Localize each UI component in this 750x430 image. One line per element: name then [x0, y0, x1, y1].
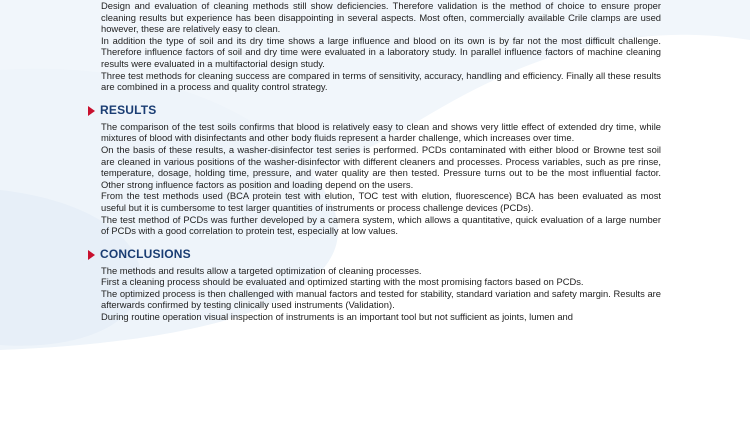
conclusions-paragraph-3: The optimized process is then challenged with manual factors and tested for stability, standard variation and safety margin. Results are afterwards confirmed by testing clinically used instruments (Validation). [101, 287, 661, 311]
section-arrow-icon [88, 106, 95, 116]
results-paragraph-1: The comparison of the test soils confirms that blood is relatively easy to clean and shows very little effect of extended dry time, while mixtures of blood with disinfectants and other body fluids represent a harder challenge, which increases over time. [101, 120, 661, 144]
conclusions-title: CONCLUSIONS [100, 246, 191, 261]
results-paragraph-4: The test method of PCDs was further developed by a camera system, which allows a quantitative, quick evaluation of a large number of PCDs with a good correlation to protein test, especially at low values. [101, 213, 661, 237]
document-body [101, 0, 661, 323]
intro-paragraph-1: Design and evaluation of cleaning methods still show deficiencies. Therefore validation is the method of choice to ensure proper cleaning results but experience has been disappointing in several aspects. Most often, commercially available Crile clamps are used however, these are relatively easy to clean. [101, 0, 661, 35]
intro-paragraph-2: In addition the type of soil and its dry time shows a large influence and blood on its own is by far not the most difficult challenge. Therefore influence factors of soil and dry time were evaluated in a laboratory study. In parallel influence factors of machine cleaning results were evaluated in a multifactorial design study. [101, 34, 661, 69]
results-paragraph-2: On the basis of these results, a washer-disinfector test series is performed. PCDs contaminated with either blood or Browne test soil are cleaned in various positions of the washer-disinfector with different cleaners and processes. Process variables, such as pre rinse, temperature, dosage, holding time, pressure, and water quality are then tested. Pressure turns out to be the most influential factor. Other strong influence factors as position and loading depend on the users. [101, 143, 661, 190]
conclusions-heading [88, 248, 661, 262]
conclusions-paragraph-1: The methods and results allow a targeted optimization of cleaning processes. [101, 264, 422, 276]
results-title: RESULTS [100, 102, 157, 117]
intro-section [101, 0, 661, 93]
results-heading [88, 104, 661, 118]
results-section [101, 121, 661, 237]
section-arrow-icon [88, 250, 95, 260]
conclusions-section [101, 265, 661, 323]
conclusions-paragraph-2: First a cleaning process should be evaluated and optimized starting with the most promising factors based on PCDs. [101, 276, 584, 288]
conclusions-paragraph-4: During routine operation visual inspection of instruments is an important tool but not sufficient as joints, lumen and [101, 311, 573, 323]
results-paragraph-3: From the test methods used (BCA protein test with elution, TOC test with elution, fluorescence) BCA has been evaluated as most useful but it is cumbersome to test larger quantities of instruments or process challenge devices (PCDs). [101, 190, 661, 213]
intro-paragraph-3: Three test methods for cleaning success are compared in terms of sensitivity, accuracy, handling and efficiency. Finally all these results are combined in a process and quality control strategy. [101, 69, 661, 93]
